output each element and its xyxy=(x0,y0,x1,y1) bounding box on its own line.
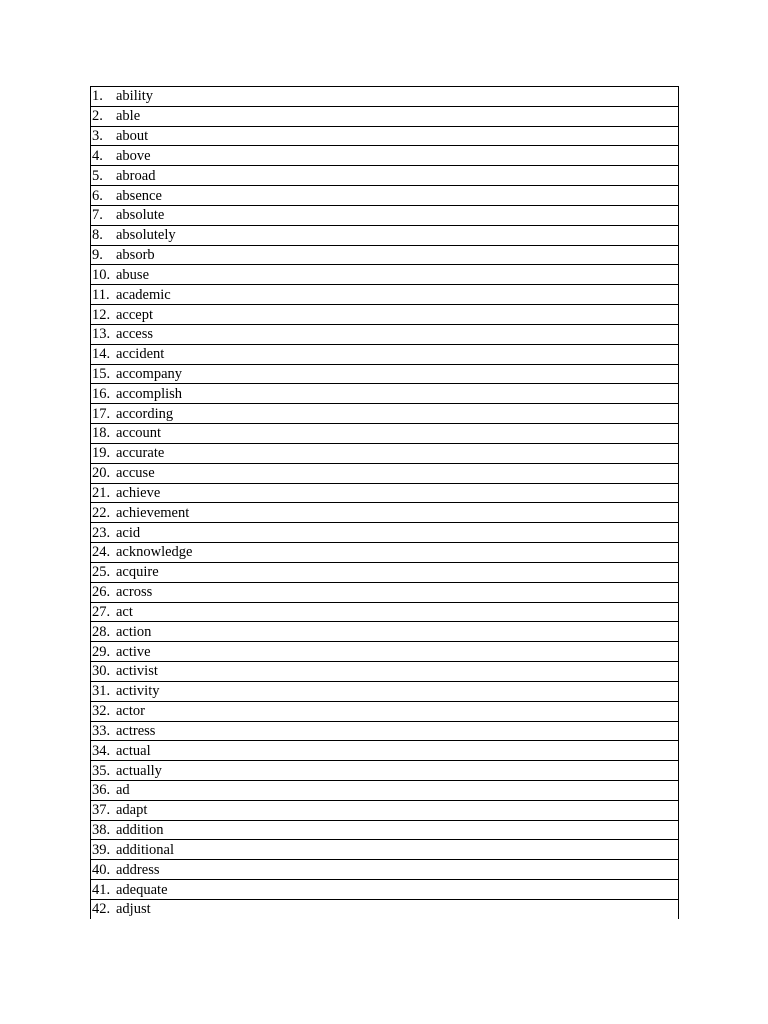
word-entry xyxy=(91,722,678,741)
word-text: action xyxy=(116,623,152,640)
table-row xyxy=(91,126,679,146)
word-entry xyxy=(91,424,678,443)
table-row xyxy=(91,543,679,563)
table-row xyxy=(91,860,679,880)
word-number: 21. xyxy=(92,484,111,501)
table-row xyxy=(91,404,679,424)
word-text: accurate xyxy=(116,445,165,462)
word-text: across xyxy=(116,584,153,601)
word-text: absolutely xyxy=(116,227,176,244)
word-text: accomplish xyxy=(116,385,183,402)
word-entry xyxy=(91,900,678,919)
word-entry xyxy=(91,642,678,661)
word-text: abroad xyxy=(116,167,156,184)
word-cell xyxy=(91,899,679,918)
word-cell xyxy=(91,384,679,404)
word-cell xyxy=(91,205,679,225)
table-row xyxy=(91,642,679,662)
word-number: 19. xyxy=(92,445,111,462)
word-cell xyxy=(91,443,679,463)
word-text: absolute xyxy=(116,207,165,224)
word-number: 8. xyxy=(92,227,103,244)
word-text: adapt xyxy=(116,802,148,819)
word-number: 17. xyxy=(92,405,111,422)
word-cell xyxy=(91,523,679,543)
word-list-table xyxy=(90,86,679,919)
word-cell xyxy=(91,483,679,503)
word-text: actress xyxy=(116,722,156,739)
table-row xyxy=(91,186,679,206)
word-text: accept xyxy=(116,306,154,323)
word-text: account xyxy=(116,425,162,442)
word-entry xyxy=(91,761,678,780)
word-number: 25. xyxy=(92,564,111,581)
table-row xyxy=(91,146,679,166)
word-entry xyxy=(91,484,678,503)
word-entry xyxy=(91,523,678,542)
table-row xyxy=(91,780,679,800)
word-entry xyxy=(91,305,678,324)
word-entry xyxy=(91,563,678,582)
word-entry xyxy=(91,821,678,840)
table-row xyxy=(91,741,679,761)
table-row xyxy=(91,245,679,265)
word-entry xyxy=(91,384,678,403)
word-entry xyxy=(91,265,678,284)
word-cell xyxy=(91,562,679,582)
word-cell xyxy=(91,741,679,761)
word-entry xyxy=(91,662,678,681)
word-entry xyxy=(91,325,678,344)
table-row xyxy=(91,761,679,781)
word-number: 1. xyxy=(92,88,103,105)
word-text: adjust xyxy=(116,901,151,918)
word-cell xyxy=(91,285,679,305)
word-number: 28. xyxy=(92,623,111,640)
word-text: according xyxy=(116,405,174,422)
word-number: 5. xyxy=(92,167,103,184)
word-number: 16. xyxy=(92,385,111,402)
word-entry xyxy=(91,226,678,245)
word-number: 29. xyxy=(92,643,111,660)
word-entry xyxy=(91,464,678,483)
word-cell xyxy=(91,364,679,384)
table-row xyxy=(91,384,679,404)
word-cell xyxy=(91,820,679,840)
word-number: 30. xyxy=(92,663,111,680)
word-entry xyxy=(91,206,678,225)
word-cell xyxy=(91,463,679,483)
word-entry xyxy=(91,702,678,721)
table-row xyxy=(91,701,679,721)
word-entry xyxy=(91,186,678,205)
table-row xyxy=(91,582,679,602)
table-row xyxy=(91,364,679,384)
table-row xyxy=(91,344,679,364)
word-cell xyxy=(91,146,679,166)
word-number: 13. xyxy=(92,326,111,343)
word-number: 9. xyxy=(92,247,103,264)
word-cell xyxy=(91,602,679,622)
word-cell xyxy=(91,503,679,523)
word-text: acquire xyxy=(116,564,159,581)
word-number: 11. xyxy=(92,286,110,303)
word-entry xyxy=(91,543,678,562)
word-cell xyxy=(91,166,679,186)
word-entry xyxy=(91,781,678,800)
word-text: actual xyxy=(116,742,151,759)
table-row xyxy=(91,602,679,622)
word-number: 15. xyxy=(92,366,111,382)
word-cell xyxy=(91,305,679,325)
word-number: 41. xyxy=(92,881,111,898)
word-text: able xyxy=(116,108,141,125)
word-cell xyxy=(91,126,679,146)
word-cell xyxy=(91,225,679,245)
word-entry xyxy=(91,404,678,423)
word-number: 6. xyxy=(92,187,103,204)
word-entry xyxy=(91,622,678,641)
word-number: 7. xyxy=(92,207,103,224)
word-cell xyxy=(91,265,679,285)
word-text: actor xyxy=(116,703,145,720)
word-cell xyxy=(91,721,679,741)
word-cell xyxy=(91,800,679,820)
word-entry xyxy=(91,583,678,602)
table-row xyxy=(91,305,679,325)
word-number: 35. xyxy=(92,762,111,779)
table-row xyxy=(91,840,679,860)
table-row xyxy=(91,225,679,245)
word-number: 22. xyxy=(92,504,111,521)
word-text: addition xyxy=(116,822,164,839)
table-row xyxy=(91,285,679,305)
table-row xyxy=(91,622,679,642)
word-text: accompany xyxy=(116,366,183,382)
word-cell xyxy=(91,622,679,642)
word-cell xyxy=(91,860,679,880)
word-entry xyxy=(91,87,678,106)
word-entry xyxy=(91,444,678,463)
word-text: activist xyxy=(116,663,158,680)
word-entry xyxy=(91,503,678,522)
word-entry xyxy=(91,107,678,126)
word-number: 10. xyxy=(92,266,111,283)
word-cell xyxy=(91,106,679,126)
table-row xyxy=(91,463,679,483)
word-text: address xyxy=(116,861,160,878)
word-number: 31. xyxy=(92,683,111,700)
word-text: absorb xyxy=(116,247,155,264)
word-cell xyxy=(91,245,679,265)
word-number: 27. xyxy=(92,603,111,620)
word-entry xyxy=(91,801,678,820)
word-cell xyxy=(91,404,679,424)
word-number: 14. xyxy=(92,346,111,363)
table-row xyxy=(91,324,679,344)
table-row xyxy=(91,899,679,918)
word-text: acid xyxy=(116,524,141,541)
table-row xyxy=(91,681,679,701)
word-text: activity xyxy=(116,683,160,700)
word-number: 12. xyxy=(92,306,111,323)
table-row xyxy=(91,483,679,503)
word-cell xyxy=(91,642,679,662)
word-entry xyxy=(91,880,678,899)
word-entry xyxy=(91,285,678,304)
word-number: 23. xyxy=(92,524,111,541)
word-entry xyxy=(91,741,678,760)
table-row xyxy=(91,106,679,126)
word-cell xyxy=(91,324,679,344)
word-text: ability xyxy=(116,88,154,105)
word-text: about xyxy=(116,128,149,145)
word-cell xyxy=(91,87,679,107)
word-number: 4. xyxy=(92,147,103,164)
word-text: act xyxy=(116,603,133,620)
table-row xyxy=(91,205,679,225)
word-number: 34. xyxy=(92,742,111,759)
word-cell xyxy=(91,880,679,900)
word-number: 32. xyxy=(92,703,111,720)
word-number: 40. xyxy=(92,861,111,878)
word-cell xyxy=(91,701,679,721)
word-entry xyxy=(91,146,678,165)
word-text: achievement xyxy=(116,504,190,521)
word-number: 2. xyxy=(92,108,103,125)
word-cell xyxy=(91,186,679,206)
word-number: 26. xyxy=(92,584,111,601)
word-entry xyxy=(91,365,678,384)
word-text: additional xyxy=(116,841,174,858)
word-cell xyxy=(91,761,679,781)
table-row xyxy=(91,523,679,543)
word-number: 20. xyxy=(92,465,111,482)
word-text: ad xyxy=(116,782,130,799)
word-number: 42. xyxy=(92,901,111,918)
word-text: access xyxy=(116,326,154,343)
word-number: 37. xyxy=(92,802,111,819)
word-text: active xyxy=(116,643,151,660)
word-text: abuse xyxy=(116,266,150,283)
word-entry xyxy=(91,345,678,364)
word-entry xyxy=(91,860,678,879)
word-cell xyxy=(91,780,679,800)
table-row xyxy=(91,265,679,285)
table-row xyxy=(91,443,679,463)
word-cell xyxy=(91,344,679,364)
word-text: absence xyxy=(116,187,162,204)
word-entry xyxy=(91,840,678,859)
word-number: 39. xyxy=(92,841,111,858)
table-row xyxy=(91,503,679,523)
word-cell xyxy=(91,681,679,701)
word-text: academic xyxy=(116,286,171,303)
word-entry xyxy=(91,246,678,265)
word-number: 38. xyxy=(92,822,111,839)
table-row xyxy=(91,562,679,582)
word-cell xyxy=(91,840,679,860)
word-text: actually xyxy=(116,762,162,779)
word-text: achieve xyxy=(116,484,161,501)
table-row xyxy=(91,662,679,682)
word-text: above xyxy=(116,147,151,164)
word-text: accident xyxy=(116,346,165,363)
table-row xyxy=(91,424,679,444)
word-cell xyxy=(91,582,679,602)
word-text: adequate xyxy=(116,881,168,898)
word-entry xyxy=(91,603,678,622)
word-text: accuse xyxy=(116,465,155,482)
word-entry xyxy=(91,166,678,185)
table-row xyxy=(91,87,679,107)
word-text: acknowledge xyxy=(116,544,193,561)
table-row xyxy=(91,880,679,900)
word-number: 3. xyxy=(92,128,103,145)
word-number: 36. xyxy=(92,782,111,799)
table-row xyxy=(91,800,679,820)
table-row xyxy=(91,721,679,741)
table-row xyxy=(91,820,679,840)
word-entry xyxy=(91,682,678,701)
word-cell xyxy=(91,662,679,682)
word-list-body xyxy=(91,87,679,919)
word-cell xyxy=(91,543,679,563)
word-number: 33. xyxy=(92,722,111,739)
word-number: 18. xyxy=(92,425,111,442)
word-number: 24. xyxy=(92,544,111,561)
table-row xyxy=(91,166,679,186)
word-cell xyxy=(91,424,679,444)
word-entry xyxy=(91,127,678,146)
